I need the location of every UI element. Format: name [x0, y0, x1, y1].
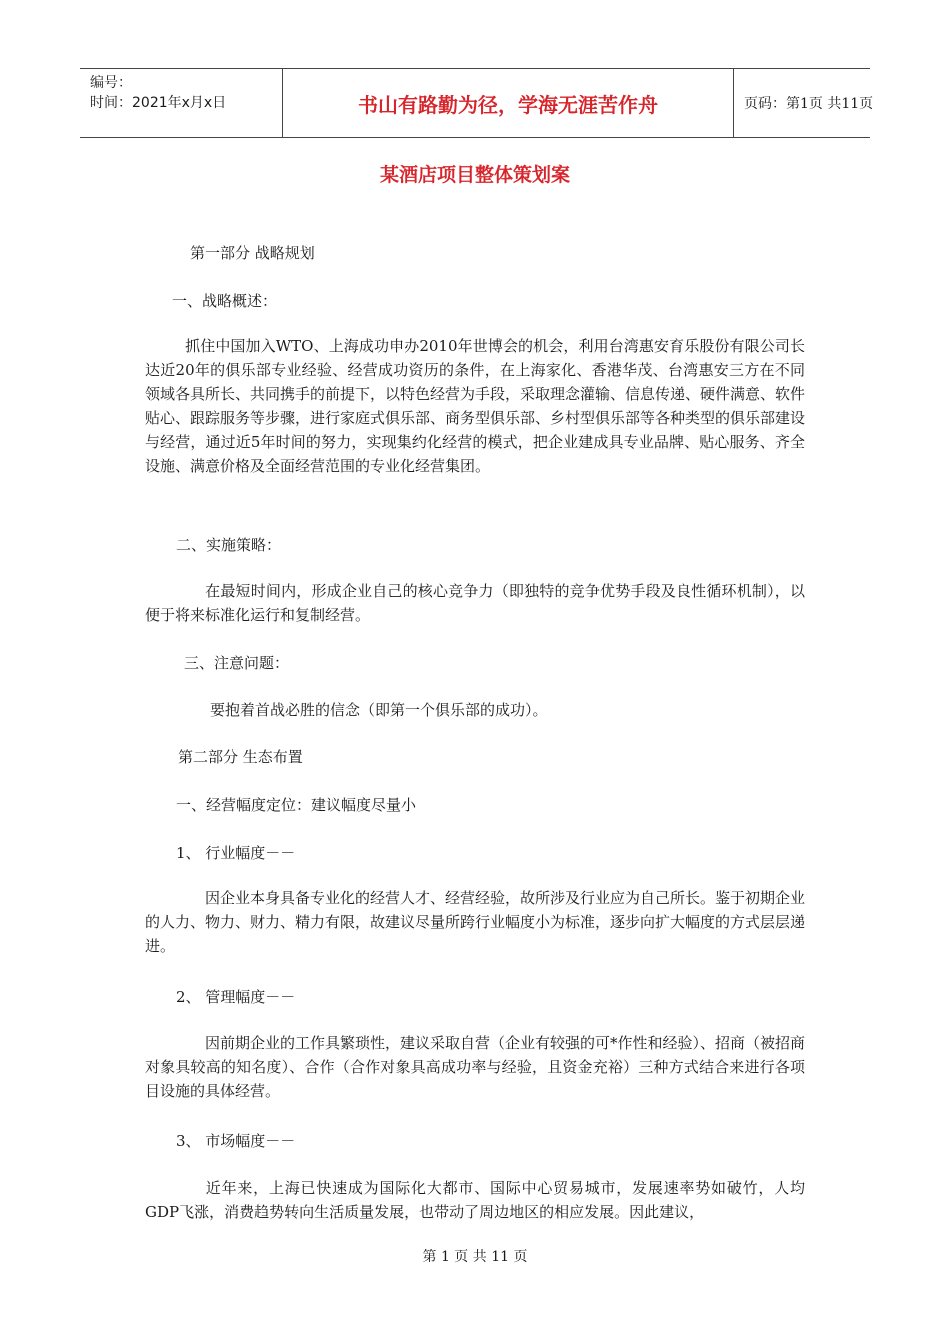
header-motto: 书山有路勤为径，学海无涯苦作舟 [282, 69, 734, 137]
section3-heading: 三、注意问题： [184, 654, 290, 672]
header-meta [80, 69, 280, 137]
header-page-info: 页码：第1页 共11页 [744, 96, 874, 112]
document-title: 某酒店项目整体策划案 [379, 164, 570, 186]
date-label: 时间：2021年x月x日 [90, 95, 227, 111]
item2-paragraph: 因前期企业的工作具繁琐性，建议采取自营（企业有较强的可*作性和经验）、招商（被招商对象具较高的知名度）、合作（合作对象具高成功率与经验，且资金充裕）三种方式结合来进行各项目设施的具体经营。 [145, 1034, 806, 1100]
code-label: 编号： [90, 75, 132, 91]
section1-heading: 一、战略概述： [172, 292, 278, 310]
item3-heading: 3、 市场幅度－－ [176, 1132, 296, 1150]
section2-heading: 二、实施策略： [176, 536, 282, 554]
section2-paragraph: 在最短时间内，形成企业自己的核心竞争力（即独特的竞争优势手段及良性循环机制），以便于将来标准化运行和复制经营。 [145, 582, 805, 624]
item2-heading: 2、 管理幅度－－ [176, 988, 296, 1006]
item1-paragraph: 因企业本身具备专业化的经营人才、经营经验，故所涉及行业应为自己所长。鉴于初期企业的人力、物力、财力、精力有限，故建议尽量所跨行业幅度小为标准，逐步向扩大幅度的方式层层递进。 [145, 889, 806, 955]
section1-paragraph: 抓住中国加入WTO、上海成功申办2010年世博会的机会，利用台湾惠安育乐股份有限公司长达近20年的俱乐部专业经验、经营成功资历的条件，在上海家化、香港华茂、台湾惠安三方在不同领域各具所长、共同携手的前提下，以特色经营为手段，采取理念灌输、信息传递、硬件满意、软件贴心、跟踪服务等步骤，进行家庭式俱乐部、商务型俱乐部、乡村型俱乐部等各种类型的俱乐部建设与经营，通过近5年时间的努力，实现集约化经营的模式，把企业建成具专业品牌、贴心服务、齐全设施、满意价格及全面经营范围的专业化经营集团。 [145, 337, 806, 475]
page-header [80, 68, 874, 138]
item1-heading: 1、 行业幅度－－ [176, 844, 296, 862]
part2-heading: 第二部分 生态布置 [178, 748, 303, 766]
part1-heading: 第一部分 战略规划 [190, 244, 315, 262]
item3-paragraph: 近年来，上海已快速成为国际化大都市、国际中心贸易城市，发展速率势如破竹，人均GDP飞涨，消费趋势转向生活质量发展，也带动了周边地区的相应发展。因此建议， [145, 1179, 805, 1221]
page-footer: 第 1 页 共 11 页 [422, 1249, 528, 1265]
part2-section1-heading: 一、经营幅度定位：建议幅度尽量小 [176, 796, 417, 814]
section3-paragraph: 要抱着首战必胜的信念（即第一个俱乐部的成功）。 [210, 701, 548, 719]
